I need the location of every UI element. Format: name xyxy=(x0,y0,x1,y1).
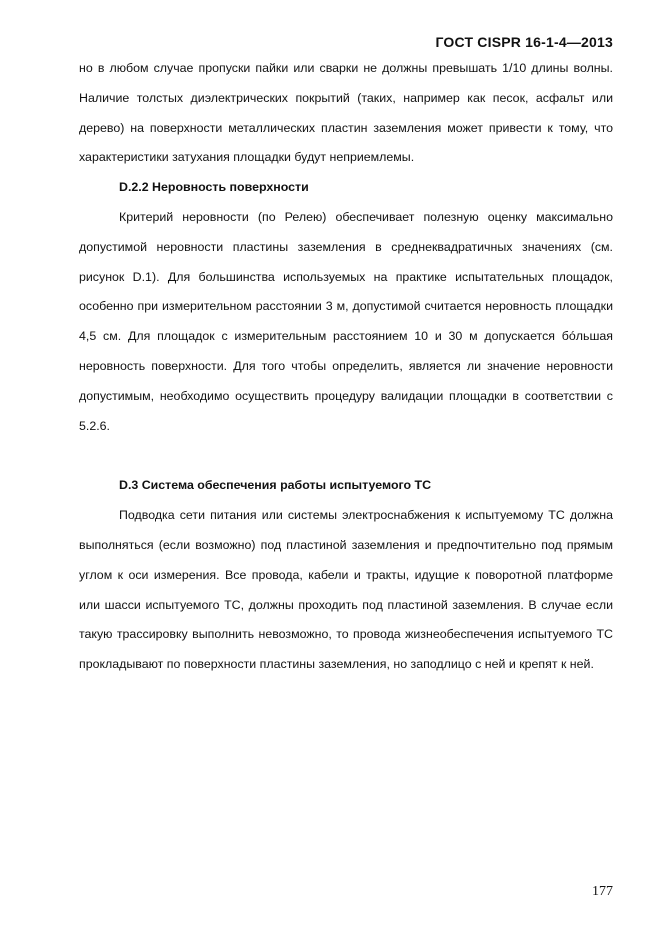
paragraph-surface-roughness: Критерий неровности (по Релею) обеспечивает полезную оценку максимально допустимой неровности пластины заземления в среднеквадратичных значениях (см. рисунок D.1). Для большинства используемых на практике испытательных площадок, особенно при измерительном расстоянии 3 м, допустимой считается неровность площадки 4,5 см. Для площадок с измерительным расстоянием 10 и 30 м допускается бóльшая неровность поверхности. Для того чтобы определить, является ли значение неровности допустимым, необходимо осуществить процедуру валидации площадки в соответствии с 5.2.6. xyxy=(79,209,613,433)
section-heading-d22: D.2.2 Неровность поверхности xyxy=(119,180,309,195)
paragraph-continuation: но в любом случае пропуски пайки или сварки не должны превышать 1/10 длины волны. Наличие толстых диэлектрических покрытий (таких, например как песок, асфальт или дерево) на поверхности металлических пластин заземления может привести к тому, что характеристики затухания площадки будут неприемлемы. xyxy=(79,61,613,165)
document-header: ГОСТ CISPR 16-1-4—2013 xyxy=(435,34,613,50)
section-heading-d3: D.3 Система обеспечения работы испытуемого ТС xyxy=(119,478,432,493)
page-number: 177 xyxy=(592,884,613,899)
paragraph-eut-support-system: Подводка сети питания или системы электроснабжения к испытуемому ТС должна выполняться (если возможно) под пластиной заземления и предпочтительно под прямым углом к оси измерения. Все провода, кабели и тракты, идущие к поворотной платформе или шасси испытуемого ТС, должны проходить под пластиной заземления. В случае если такую трассировку выполнить невозможно, то провода жизнеобеспечения испытуемого ТС прокладывают по поверхности пластины заземления, но заподлицо с ней и крепят к ней. xyxy=(79,508,613,672)
document-body xyxy=(79,54,613,680)
